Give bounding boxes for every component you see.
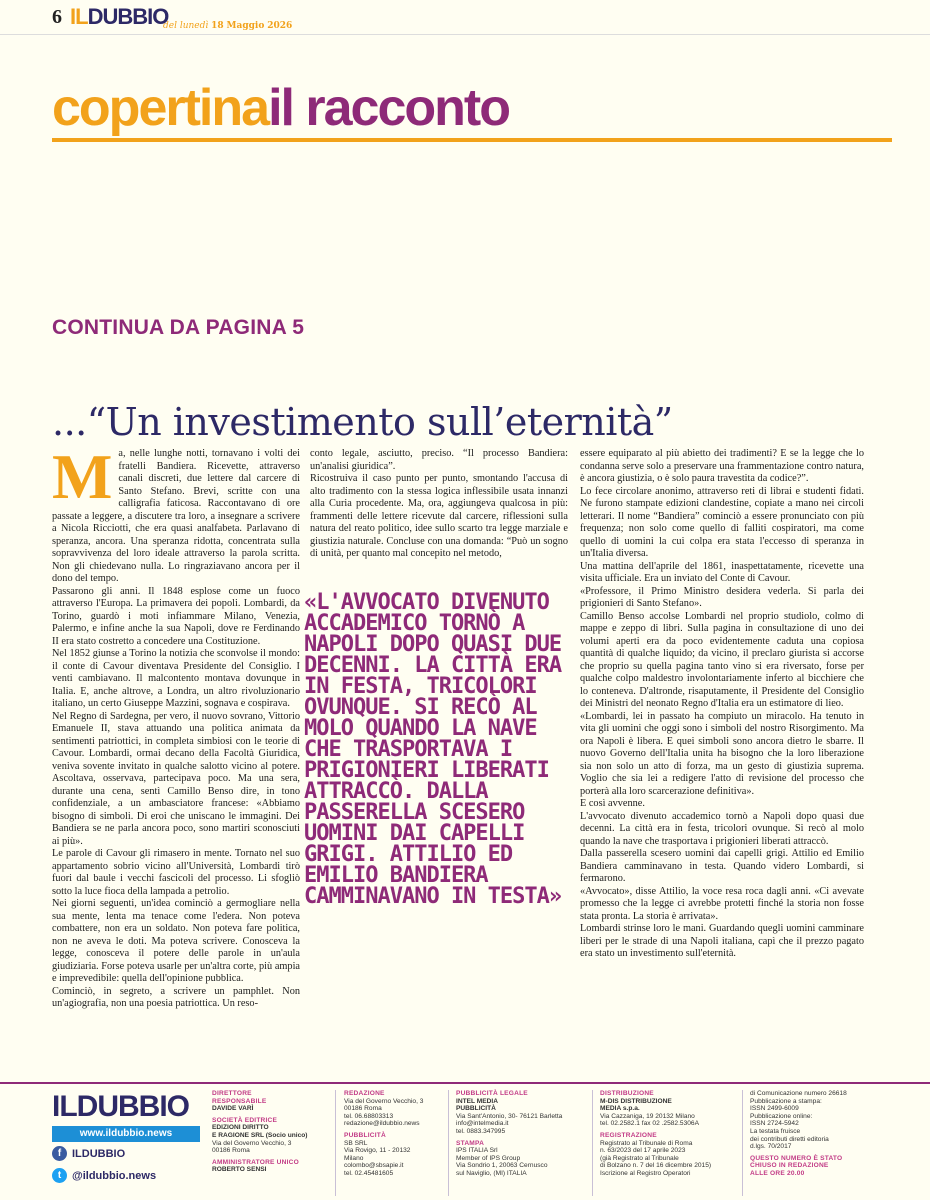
twitter-icon: t <box>52 1168 67 1183</box>
article-column-1 <box>52 441 300 1011</box>
footer-logo: ILDUBBIO <box>52 1090 190 1123</box>
colophon-redazione: REDAZIONE Via del Governo Vecchio, 3 00186 Roma tel. 06.68803313 redazione@ildubbio.news PUBBLICITÀ SB SRL Via Rovigo, 11 - 20132 Milano colombo@sbsapie.it tel. 02.45481605 <box>344 1090 424 1177</box>
paragraph: Nei giorni seguenti, un'idea cominciò a germogliare nella sua mente, lenta ma tenace come l'edera. Non poteva combattere, non era un soldato. Non poteva fare politica, non ne aveva le doti. Ma poteva scrivere. Conosceva la legge, conosceva il potere delle parole in un'aula giudiziaria. Forse poteva usarle per un'altra corte, più ampia e imprevedibile: quella dell'opinione pubblica. <box>52 898 300 984</box>
facebook-link[interactable]: f ILDUBBIO <box>52 1146 125 1161</box>
paragraph: «Lombardi, lei in passato ha compiuto un miracolo. Ha tenuto in vita gli uomini che oggi sono i simboli del nostro Risorgimento. Ma ora Napoli è libera. E quei simboli sono ancora dietro le sbarre. Il nuovo Governo dell'Italia unita ha bisogno che la loro liberazione sia non solo un atto di forza, ma un gesto di giustizia suprema. Voglio che sia lei a redigere l'atto di revisione del processo che porterà alla loro scarcerazione definitiva». <box>580 710 864 797</box>
paragraph: essere equiparato al più abietto dei tradimenti? E se la legge che lo condanna serve solo a preservare una frammentazione contro natura, è ancora giustizia, o è solo paura travestita da codice?”. <box>580 448 864 484</box>
paragraph: «Avvocato», disse Attilio, la voce resa roca dagli anni. «Ci avevate promesso che la legge ci avrebbe protetti finché la storia non fosse stata pronta. La storia è arrivata». <box>580 885 864 922</box>
paragraph: conto legale, asciutto, preciso. “Il processo Bandiera: un'analisi giuridica”. <box>310 448 568 472</box>
website-link[interactable]: www.ildubbio.news <box>52 1126 200 1142</box>
section-rule <box>52 138 892 142</box>
page-header <box>0 0 930 34</box>
pull-quote: «L'AVVOCATO DIVENUTO ACCADEMICO TORNÒ A NAPOLI DOPO QUASI DUE DECENNI. LA CITTÀ ERA IN FESTA, TRICOLORI OVUNQUE. SI RECÒ AL MOLO QUANDO LA NAVE CHE TRASPORTAVA I PRIGIONIERI LIBERATI ATTRACCÒ. DALLA PASSERELLA SCESERO UOMINI DAI CAPELLI GRIGI. ATTILIO ED EMILIO BANDIERA CAMMINAVANO IN TESTA» <box>304 590 562 909</box>
paragraph: Le parole di Cavour gli rimasero in mente. Tornato nel suo appartamento sobrio vicino all'Università, Lombardi tirò fuori dal baule i vecchi fascicoli del processo. Li sfogliò sotto la luce fioca della lampada a petrolio. <box>52 848 300 897</box>
drop-cap: M <box>52 441 113 512</box>
column-separator <box>335 1090 336 1196</box>
colophon <box>0 1086 930 1200</box>
colophon-legale: PUBBLICITÀ LEGALE INTEL MEDIA PUBBLICITÀ Via Sant'Antonio, 30- 76121 Barletta info@intelmedia.it tel. 0883.347995 STAMPA IPS ITALIA Srl Member of IPS Group Via Sondrio 1, 20063 Cernusco sul Naviglio, (MI) ITALIA <box>456 1090 563 1177</box>
paragraph: a, nelle lunghe notti, tornavano i volti dei fratelli Bandiera. Ricevette, attraverso canali discreti, due lettere dal carcere di Santo Stefano. Brevi, scritte con una calligrafia faticosa. Raccontavano di ore passate a leggere, a discutere tra loro, a insegnare a scrivere a Nicola Ricciotti, che era quasi analfabeta. Parlavano di speranza, ancora. Una speranza ridotta, concentrata sulla sopravvivenza del loro ideale attraverso la parola scritta. Non gli chiedevano nulla. Lo ringraziavano ancora per il dono del tempo. <box>52 448 300 584</box>
footer-divider <box>0 1082 930 1084</box>
colophon-distribuzione: DISTRIBUZIONE M-DIS DISTRIBUZIONE MEDIA s.p.a. Via Cazzaniga, 19 20132 Milano tel. 02.2582.1 fax 02 .2582.5306A REGISTRAZIONE Registrato al Tribunale di Roma n. 63/2023 del 17 aprile 2023 (già Registrato al Tribunale di Bolzano n. 7 del 16 dicembre 2015) Iscrizione al Registro Operatori <box>600 1090 712 1177</box>
twitter-link[interactable]: t @ildubbio.news <box>52 1168 156 1183</box>
colophon-direttore: DIRETTORE RESPONSABILE DAVIDE VARÌ SOCIETÀ EDITRICE EDIZIONI DIRITTO E RAGIONE SRL (Socio unico) Via del Governo Vecchio, 3 00186 Roma AMMINISTRATORE UNICO ROBERTO SENSI <box>212 1090 308 1174</box>
page-number: 6 <box>52 6 62 28</box>
column-separator <box>592 1090 593 1196</box>
issue-date: del lunedì 18 Maggio 2026 <box>163 21 293 31</box>
paragraph: Cominciò, in segreto, a scrivere un pamphlet. Non un'agiografia, non una poesia patriottica. Un reso- <box>52 985 300 1009</box>
article-column-2 <box>310 448 568 561</box>
paragraph: Camillo Benso accolse Lombardi nel proprio studiolo, colmo di mappe e zeppo di libri. Sulla pagina in consultazione di uno dei volumi aperti era da poco evidentemente caduta una copiosa quantità di qualche liquido; da vicino, il preclaro giurista si accorse che proprio su quella pagina tanto vino si era riversato, forse per qualche colpo maldestro involontariamente inferto al bicchiere che lo conteneva. D'altronde, risaputamente, il Presidente del Consiglio dei Ministri del neonato Regno d'Italia era un estimatore di lieo. <box>580 610 864 709</box>
paragraph: E così avvenne. <box>580 798 645 809</box>
paragraph: Dalla passerella scesero uomini dai capelli grigi. Attilio ed Emilio Bandiera camminavano in testa. Quando videro Lombardi, si fermarono. <box>580 848 864 884</box>
paragraph: Ricostruiva il caso punto per punto, smontando l'accusa di alto tradimento con la stessa logica inflessibile usata innanzi alla Curia procedente. Ma, ora, aggiungeva qualcosa in più: frammenti delle lettere ricevute dal carcere, riflessioni sulla natura del reato politico, idee sullo scarto tra legge marziale e giustizia naturale. Concluse con una domanda: “Può un sogno di unità, per quanto mal concepito nel metodo, <box>310 473 568 559</box>
header-divider <box>0 34 930 35</box>
paragraph: Nel 1852 giunse a Torino la notizia che sconvolse il mondo: il conte di Cavour diventava Presidente del Consiglio. I venti cambiavano. Il malcontento montava dovunque in Italia. E, anche altrove, a Londra, un altro rivoluzionario italiano, un certo Giuseppe Mazzini, sognava e cospirava. <box>52 648 300 709</box>
facebook-icon: f <box>52 1146 67 1161</box>
section-kicker: copertinail racconto <box>52 79 510 137</box>
paragraph: Lo fece circolare anonimo, attraverso reti di librai e studenti fidati. Ne furono stampate edizioni clandestine, copiate a mano nei circoli letterari. Il nome “Bandiera” cominciò a essere pronunciato con più frequenza; non solo come quello di falliti cospiratori, ma come quello di uomini la cui colpa era stata l'eccesso di speranza in un'Italia diversa. <box>580 485 864 559</box>
paragraph: Nel Regno di Sardegna, per vero, il nuovo sovrano, Vittorio Emanuele II, stava attuando una politica animata da sentimenti patriottici, in completa simbiosi con le teorie di Cavour. Lombardi, ormai decano della Facoltà Giuridica, veniva sovente invitato in qualche salotto vicino al potere. Ascoltava, osservava, partecipava poco. Ma una sera, durante una cena, sentì Camillo Benso dire, in tono confidenziale, a un ambasciatore francese: «Abbiamo bisogno di simboli. Di eroi che uniscano le immagini. Dei Bandiera se ne parla ancora poco, sono martiri sconosciuti ai più». <box>52 710 300 847</box>
column-separator <box>448 1090 449 1196</box>
article-column-3 <box>580 448 864 961</box>
paragraph: L'avvocato divenuto accademico tornò a Napoli dopo quasi due decenni. La città era in festa, tricolori ovunque. Si recò al molo quando la nave che trasportava i prigionieri liberati attraccò. <box>580 810 864 847</box>
paragraph: Una mattina dell'aprile del 1861, inaspettatamente, ricevette una visita ufficiale. Era un inviato del Conte di Cavour. <box>580 560 864 584</box>
paragraph: Lombardi strinse loro le mani. Guardando quegli uomini camminare liberi per le strade di una Napoli italiana, capì che il prezzo pagato era stato un investimento sull'eternità. <box>580 923 864 959</box>
paragraph: Passarono gli anni. Il 1848 esplose come un fuoco attraverso l'Europa. La primavera dei popoli. Lombardi, da Torino, guardò i moti infiammare Milano, Venezia, Palermo, e infine anche la sua Napoli, dove re Ferdinando II era stato costretto a concedere una Costituzione. <box>52 585 300 647</box>
masthead-logo: ILDUBBIO <box>70 4 169 29</box>
article-headline: ...“Un investimento sull’eternità” <box>52 400 673 444</box>
paragraph: «Professore, il Primo Ministro desidera vederla. Si parla dei prigionieri di Santo Stefano». <box>580 585 864 609</box>
column-separator <box>742 1090 743 1196</box>
continued-from: CONTINUA DA PAGINA 5 <box>52 316 305 339</box>
colophon-comunicazione: di Comunicazione numero 26618 Pubblicazione a stampa: ISSN 2499-6009 Pubblicazione online: ISSN 2724-5942 La testata fruisce dei contributi diretti editoria d.lgs. 70/2017 QUESTO NUMERO È STATO CHIUSO IN REDAZIONE ALLE ORE 20.00 <box>750 1090 847 1177</box>
